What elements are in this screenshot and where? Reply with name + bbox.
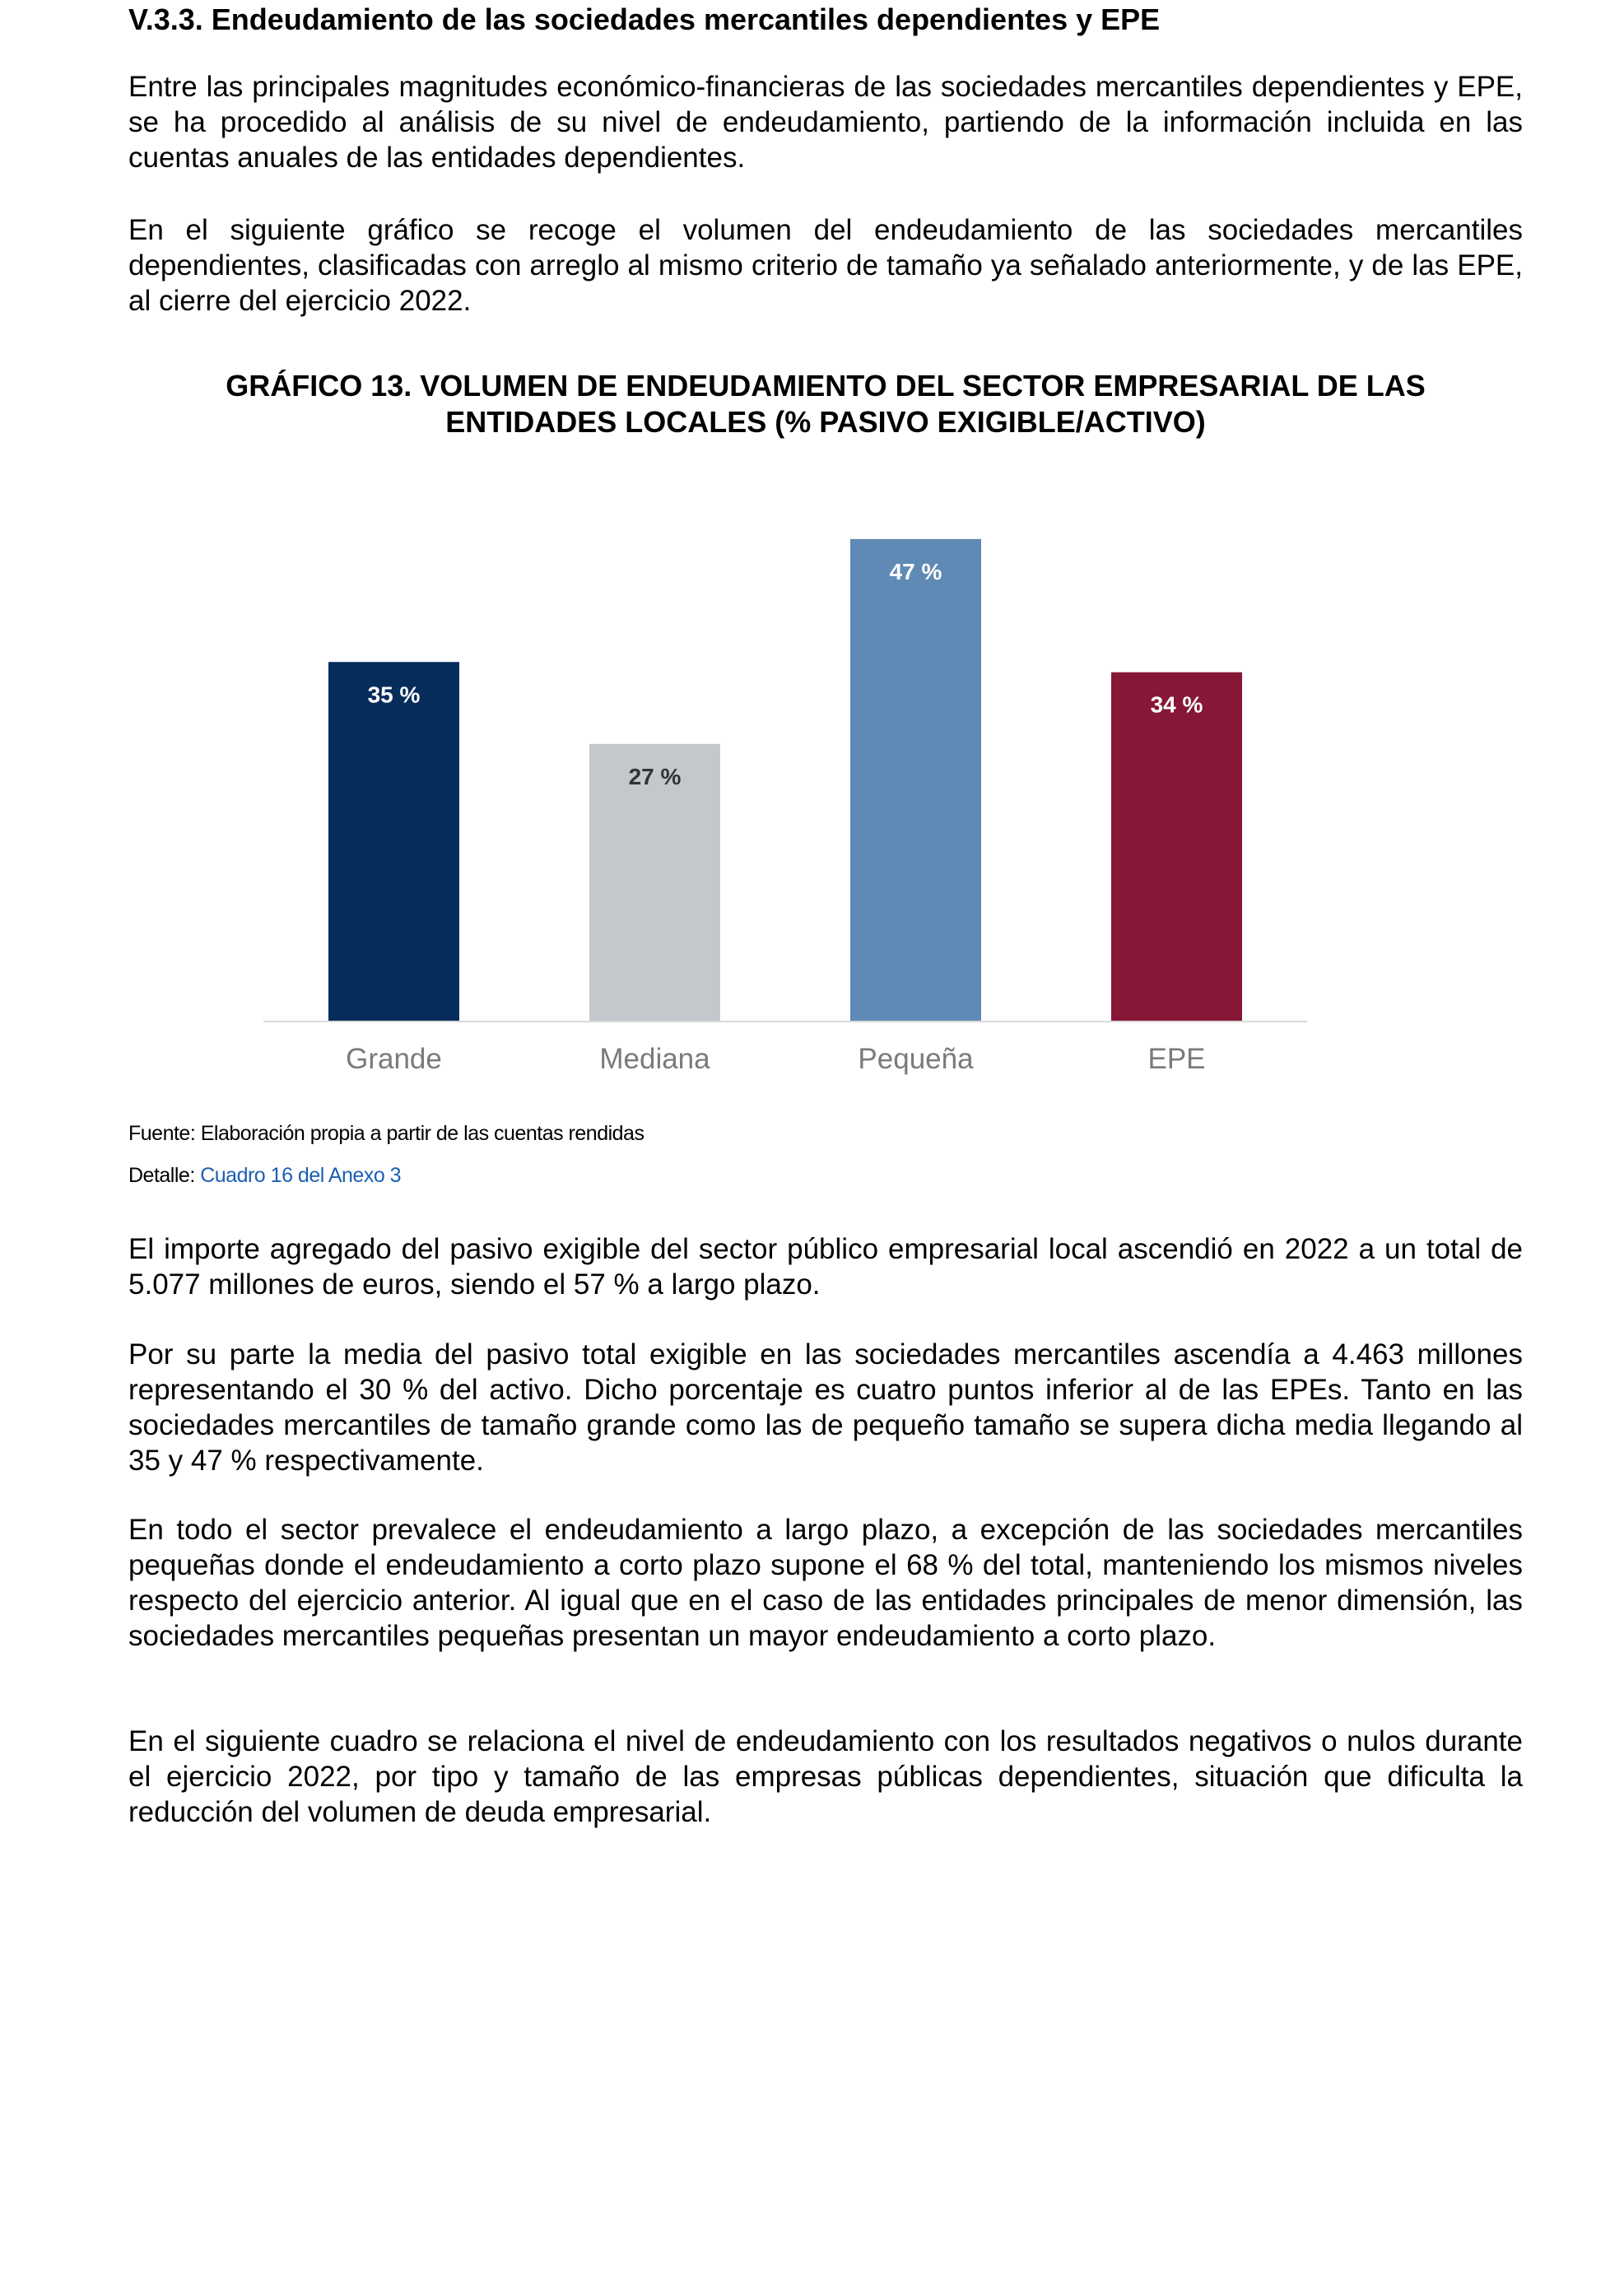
detail-annex-link[interactable]: Cuadro 16 del Anexo 3 xyxy=(200,1164,402,1187)
chart-title-line-1: GRÁFICO 13. VOLUMEN DE ENDEUDAMIENTO DEL SECTOR EMPRESARIAL DE LAS xyxy=(226,369,1426,403)
data-label-epe: 34 % xyxy=(1150,691,1203,718)
bar-pequeña xyxy=(850,539,981,1021)
data-label-grande: 35 % xyxy=(367,682,421,708)
intro-paragraph-1: Entre las principales magnitudes económico-financieras de las sociedades mercantiles dependientes y EPE, se ha procedido al análisis de su nivel de endeudamiento, partiendo de la información incluida en las cuentas anuales de las entidades dependientes. xyxy=(128,71,1523,174)
chart-detail-note xyxy=(128,1163,401,1188)
body-paragraph-1: El importe agregado del pasivo exigible del sector público empresarial local ascendió en 2022 a un total de 5.077 millones de euros, siendo el 57 % a largo plazo. xyxy=(128,1233,1523,1301)
category-label-epe: EPE xyxy=(1147,1043,1206,1075)
chart-title-line-2: ENTIDADES LOCALES (% PASIVO EXIGIBLE/ACTIVO) xyxy=(445,405,1206,439)
category-label-mediana: Mediana xyxy=(599,1043,710,1075)
body-paragraph-3: En todo el sector prevalece el endeudamiento a largo plazo, a excepción de las sociedades mercantiles pequeñas donde el endeudamiento a corto plazo supone el 68 % del total, manteniendo los mismos niveles respecto del ejercicio anterior. Al igual que en el caso de las entidades principales de menor dimensión, las sociedades mercantiles pequeñas presentan un mayor endeudamiento a corto plazo. xyxy=(128,1514,1523,1652)
detail-prefix: Detalle: xyxy=(128,1164,201,1187)
body-paragraph-2: Por su parte la media del pasivo total exigible en las sociedades mercantiles ascendía a 4.463 millones representando el 30 % del activo. Dicho porcentaje es cuatro puntos inferior al de las EPEs. Tanto en las sociedades mercantiles de tamaño grande como las de pequeño tamaño se supera dicha media llegando al 35 y 47 % respectivamente. xyxy=(128,1338,1523,1477)
section-heading: V.3.3. Endeudamiento de las sociedades mercantiles dependientes y EPE xyxy=(128,2,1161,36)
chart-title xyxy=(128,368,1523,440)
data-label-mediana: 27 % xyxy=(628,763,682,789)
intro-paragraph-2: En el siguiente gráfico se recoge el volumen del endeudamiento de las sociedades mercantiles dependientes, clasificadas con arreglo al mismo criterio de tamaño ya señalado anteriormente, y de las EPE, al cierre del ejercicio 2022. xyxy=(128,214,1523,317)
data-label-pequeña: 47 % xyxy=(889,558,942,584)
bar-epe xyxy=(1111,672,1242,1021)
category-label-pequeña: Pequeña xyxy=(858,1043,974,1075)
body-paragraph-4: En el siguiente cuadro se relaciona el nivel de endeudamiento con los resultados negativos o nulos durante el ejercicio 2022, por tipo y tamaño de las empresas públicas dependientes, situación que dificulta la reducción del volumen de deuda empresarial. xyxy=(128,1725,1523,1828)
bar-chart xyxy=(128,527,1523,1095)
category-label-grande: Grande xyxy=(346,1043,442,1075)
bar-grande xyxy=(328,662,459,1021)
chart-source-note: Fuente: Elaboración propia a partir de las cuentas rendidas xyxy=(128,1122,644,1145)
